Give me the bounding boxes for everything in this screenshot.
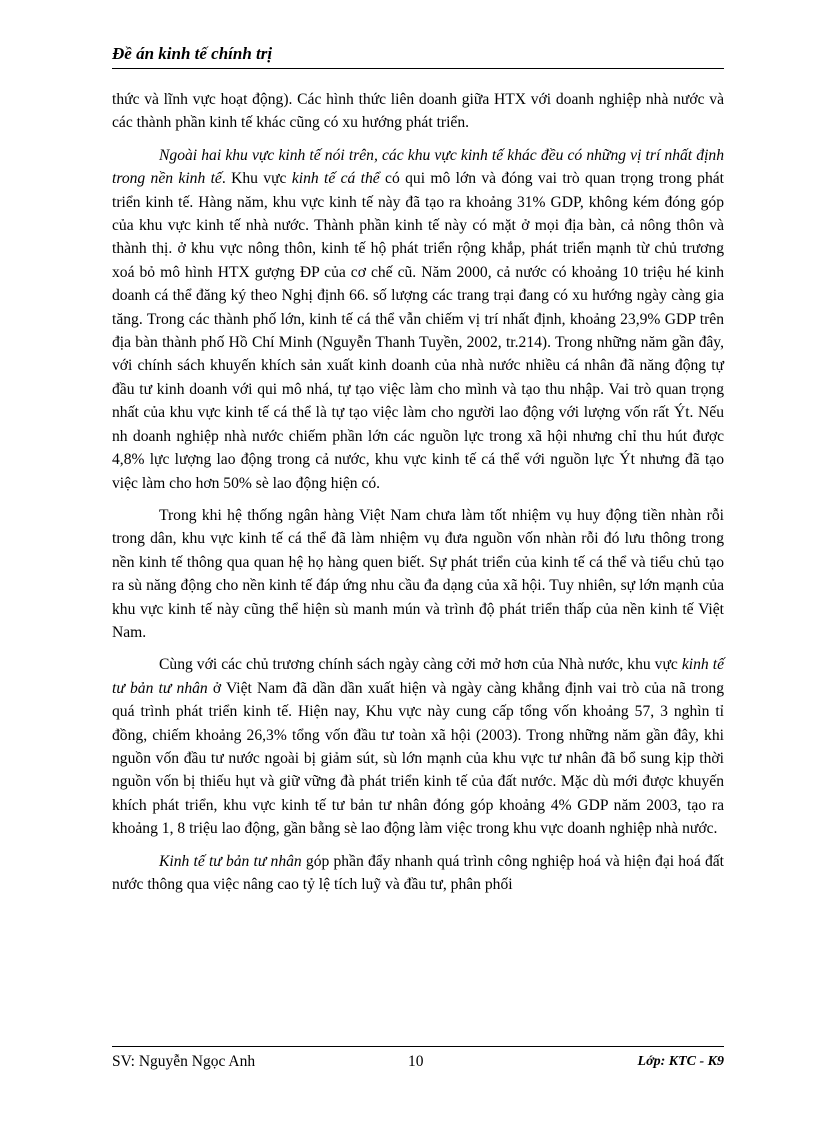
paragraph-4: Cùng với các chủ trương chính sách ngày càng cởi mở hơn của Nhà nước, khu vực kinh tế tư bản tư nhân ở Việt Nam đã dần dần xuất hiện và ngày càng khẳng định vai trò của nã trong quá trình phát triển kinh tế. Hiện nay, Khu vực này cung cấp tổng vốn khoảng 57, 3 nghìn tỉ đồng, chiếm khoảng 26,3% tổng vốn đầu tư toàn xã hội (2003). Trong những năm gần đây, khi nguồn vốn đầu tư nước ngoài bị giảm sút, sù lớn mạnh của khu vực tư nhân đã bổ sung kịp thời nguồn vốn bị thiếu hụt và giữ vững đà phát triển kinh tế của đất nước. Mặc dù mới được khuyến khích phát triển, khu vực kinh tế tư bản tư nhân đóng góp khoảng 4% GDP năm 2003, tạo ra khoảng 1, 8 triệu lao động, gần bằng sè lao động làm việc trong khu vực doanh nghiệp nhà nước. [112, 656, 725, 838]
class-label: Lớp: KTC - K9 [637, 1054, 724, 1069]
paragraph-3: Trong khi hệ thống ngân hàng Việt Nam chưa làm tốt nhiệm vụ huy động tiền nhàn rỗi trong dân, khu vực kinh tế cá thể đã làm nhiệm vụ đưa nguồn vốn nhàn rỗi đó lưu thông trong nền kinh tế thông qua quan hệ họ hàng quen biết. Sự phát triển của kinh tế cá thể và tiểu chủ tạo ra sù năng động cho nền kinh tế đáp ứng nhu cầu đa dạng của xã hội. Tuy nhiên, sự lớn mạnh của khu vực kinh tế này cũng thể hiện sù manh mún và trình độ phát triển thấp của nền kinh tế Việt Nam. [112, 506, 724, 641]
document-body [112, 88, 724, 905]
paragraph-2: Ngoài hai khu vực kinh tế nói trên, các khu vực kinh tế khác đều có những vị trí nhất định trong nền kinh tế. Khu vực kinh tế cá thể có qui mô lớn và đóng vai trò quan trọng trong phát triển kinh tế. Hàng năm, khu vực kinh tế này đã tạo ra khoảng 31% GDP, không kém đóng góp của khu vực kinh tế nhà nước. Thành phần kinh tế này có mặt ở mọi địa bàn, cả nông thôn và thành thị. ở khu vực nông thôn, kinh tế hộ phát triển rộng khắp, phát triển mạnh từ chủ trương xoá bỏ mô hình HTX gượng ĐP của cơ chế cũ. Năm 2000, cả nước có khoảng 10 triệu hé kinh doanh cá thể đăng ký theo Nghị định 66. số lượng các trang trại đang có xu hướng ngày càng gia tăng. Trong các thành phố lớn, kinh tế cá thể vẫn chiếm vị trí nhất định, khoảng 23,9% GDP trên địa bàn thành phố Hồ Chí Minh (Nguyễn Thanh Tuyền, 2002, tr.214). Trong những năm gần đây, với chính sách khuyến khích sản xuất kinh doanh của nhà nước nhiều cá nhân đã năng động tự đầu tư kinh doanh với qui mô nhá, tự tạo việc làm cho mình và tạo thu nhập. Vai trò quan trọng nhất của khu vực kinh tế cá thể là tự tạo việc làm cho người lao động với lượng vốn rất Ýt. Nếu nh doanh nghiệp nhà nước chiếm phần lớn các nguồn lực trong xã hội nhưng chỉ thu hút được 4,8% lực lượng lao động trong cả nước, khu vực kinh tế cá thể với nguồn lực Ýt nhưng đã tạo việc làm cho hơn 50% sè lao động hiện có. [112, 146, 724, 492]
student-name: SV: Nguyễn Ngọc Anh [112, 1053, 256, 1070]
paragraph-1: thức và lĩnh vực hoạt động). Các hình thức liên doanh giữa HTX với doanh nghiệp nhà nước và các thành phần kinh tế khác cũng có xu hướng phát triển. [112, 91, 724, 132]
paragraph-5: Kinh tế tư bản tư nhân góp phần đẩy nhanh quá trình công nghiệp hoá và hiện đại hoá đất nước thông qua việc nâng cao tỷ lệ tích luỹ và đầu tư, phân phối [112, 852, 724, 893]
italic-term: kinh tế tư bản tư nhân [112, 656, 724, 697]
page-footer [112, 1046, 724, 1071]
italic-term: kinh tế cá thể [291, 170, 380, 188]
italic-lead: Ngoài hai khu vực kinh tế nói trên, các khu vực kinh tế khác đều có những vị trí nhất định trong nền kinh tế [112, 146, 724, 188]
page-header [112, 44, 724, 69]
document-title: Đề án kinh tế chính trị [112, 44, 273, 63]
page-number: 10 [408, 1053, 424, 1070]
italic-lead: Kinh tế tư bản tư nhân [159, 852, 302, 870]
